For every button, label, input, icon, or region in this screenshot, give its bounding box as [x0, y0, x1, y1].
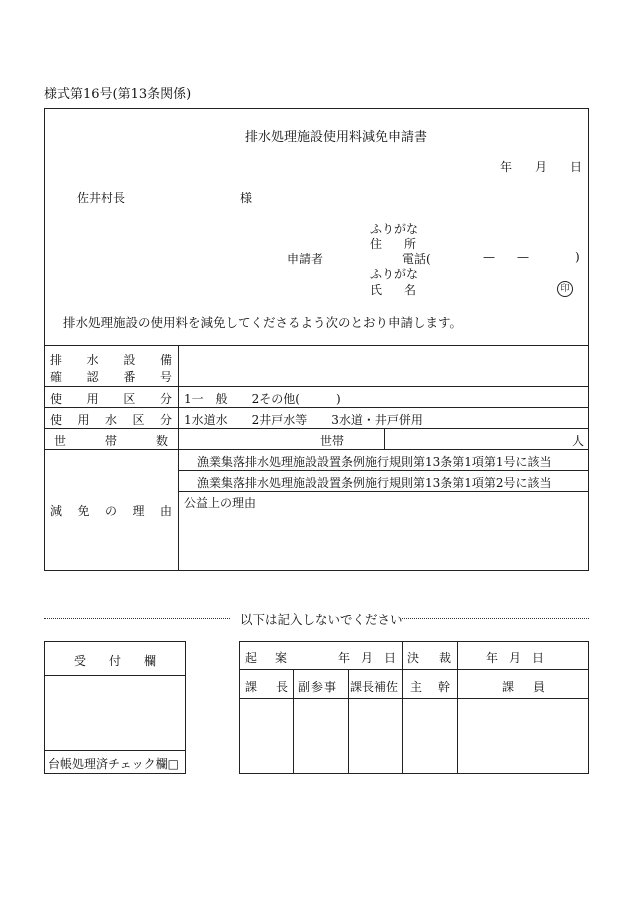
staff-char: 課 — [502, 680, 515, 694]
water-category-char: 使 — [50, 413, 63, 427]
water-category-char: 水 — [104, 413, 117, 427]
assistant-header: 課長補佐 — [350, 680, 399, 694]
household-count-field[interactable] — [180, 430, 310, 448]
household-char: 帯 — [104, 434, 117, 448]
use-category-char: 分 — [159, 392, 172, 406]
reception-title — [74, 652, 156, 669]
deputy-stamp-cell[interactable] — [295, 700, 347, 772]
confirm-char: 番 — [123, 370, 136, 384]
decision-date-year: 年 — [486, 651, 499, 665]
confirm-char: 設 — [123, 353, 136, 367]
decision-date-month: 月 — [508, 651, 521, 665]
reception-divider-2 — [44, 750, 186, 751]
label-column-divider — [178, 345, 179, 571]
deputy-header: 副参事 — [298, 680, 338, 694]
furigana-label-address: ふりがな — [370, 222, 419, 236]
water-category-value[interactable]: 1水道水 2井戸水等 3水道・井戸併用 — [184, 413, 423, 427]
chief-char: 長 — [275, 680, 288, 694]
row-divider-1 — [44, 386, 589, 387]
reason-char: の — [104, 504, 117, 518]
reception-stamp-area[interactable] — [46, 677, 184, 749]
reason-option-2[interactable]: 漁業集落排水処理施設設置条例施行規則第13条第1項第2号に該当 — [197, 476, 552, 490]
confirm-char: 号 — [159, 370, 172, 384]
date-month-label: 月 — [534, 160, 547, 174]
draft-label — [245, 649, 287, 666]
confirm-label-line-1 — [50, 351, 172, 368]
household-people-field[interactable] — [386, 430, 566, 448]
use-category-label — [50, 390, 172, 407]
confirm-label-line-2 — [50, 368, 172, 385]
reason-char: 減 — [50, 504, 63, 518]
approval-vline-2 — [348, 669, 349, 774]
reason-option-1[interactable]: 漁業集落排水処理施設設置条例施行規則第13条第1項第1号に該当 — [197, 455, 552, 469]
household-label — [50, 432, 172, 449]
assistant-stamp-cell[interactable] — [350, 700, 401, 772]
manager-header — [410, 678, 450, 695]
reception-char: 受 — [74, 654, 87, 668]
applicant-label: 申請者 — [287, 252, 324, 266]
approval-vline-top-2 — [457, 641, 458, 669]
approval-vline-1 — [293, 669, 294, 774]
row-divider-2 — [44, 407, 589, 408]
use-category-value[interactable]: 1一 般 2その他( ) — [184, 392, 341, 406]
staff-char: 員 — [532, 680, 545, 694]
phone-close: ) — [575, 250, 580, 264]
phone-dash-1: — — [483, 250, 495, 264]
reason-divider-1 — [178, 470, 589, 471]
confirm-char: 備 — [159, 353, 172, 367]
draft-char: 案 — [274, 651, 287, 665]
household-divider — [384, 428, 385, 449]
confirm-char: 排 — [50, 353, 63, 367]
household-people-unit: 人 — [572, 434, 585, 448]
row-divider-3 — [44, 428, 589, 429]
ledger-check-label[interactable]: 台帳処理済チェック欄□ — [48, 757, 179, 771]
date-year-label: 年 — [500, 160, 513, 174]
phone-dash-2: — — [517, 250, 529, 264]
household-char: 数 — [155, 434, 168, 448]
approval-divider-1 — [239, 669, 589, 670]
reason-char: 由 — [159, 504, 172, 518]
manager-char: 主 — [410, 680, 423, 694]
water-category-label — [50, 411, 172, 428]
decision-label — [407, 649, 451, 666]
date-line — [500, 158, 582, 175]
address-label-char-2: 所 — [403, 237, 416, 251]
confirm-char: 認 — [86, 370, 99, 384]
reception-char: 付 — [108, 654, 121, 668]
confirm-char: 水 — [86, 353, 99, 367]
water-category-char: 分 — [159, 413, 172, 427]
draft-date-year: 年 — [338, 651, 351, 665]
decision-date — [486, 649, 544, 666]
draft-date-day: 日 — [383, 651, 396, 665]
addressee-name: 佐井村長 — [77, 191, 126, 205]
chief-stamp-cell[interactable] — [241, 700, 292, 772]
dotted-line-left — [44, 618, 230, 619]
use-category-char: 区 — [123, 392, 136, 406]
chief-char: 課 — [245, 680, 258, 694]
confirm-number-field[interactable] — [180, 347, 587, 385]
name-label-char-2: 名 — [403, 283, 416, 297]
draft-date-month: 月 — [360, 651, 373, 665]
name-label — [370, 281, 416, 298]
manager-stamp-cell[interactable] — [404, 700, 456, 772]
approval-vline-4 — [457, 669, 458, 774]
addressee-suffix: 様 — [240, 191, 253, 205]
approval-vline-3 — [402, 669, 403, 774]
furigana-label-name: ふりがな — [370, 267, 419, 281]
seal-mark-icon: 印 — [557, 281, 573, 297]
reason-divider-2 — [178, 491, 589, 492]
draft-date — [338, 649, 396, 666]
table-top-line — [44, 345, 589, 346]
staff-stamp-cell[interactable] — [459, 700, 587, 772]
form-title: 排水処理施設使用料減免申請書 — [245, 130, 428, 145]
staff-header — [502, 678, 545, 695]
reception-divider-1 — [44, 675, 186, 676]
confirm-char: 確 — [50, 370, 63, 384]
request-text: 排水処理施設の使用料を減免してくださるよう次のとおり申請します。 — [63, 315, 463, 330]
water-category-char: 用 — [77, 413, 90, 427]
reason-option-3[interactable]: 公益上の理由 — [184, 496, 257, 510]
row-divider-4 — [44, 449, 589, 450]
water-category-char: 区 — [132, 413, 145, 427]
address-label-char-1: 住 — [370, 237, 383, 251]
phone-label: 電話( — [402, 252, 431, 266]
approval-vline-top — [402, 641, 403, 669]
decision-char: 決 — [407, 651, 420, 665]
name-label-char-1: 氏 — [370, 283, 383, 297]
use-category-char: 用 — [86, 392, 99, 406]
decision-char: 裁 — [438, 651, 451, 665]
household-char: 世 — [54, 434, 67, 448]
use-category-char: 使 — [50, 392, 63, 406]
manager-char: 幹 — [437, 680, 450, 694]
reason-char: 免 — [77, 504, 90, 518]
household-unit: 世帯 — [320, 434, 345, 448]
decision-date-day: 日 — [531, 651, 544, 665]
dotted-line-right — [402, 618, 589, 619]
approval-divider-2 — [239, 698, 589, 699]
office-use-note: 以下は記入しないでください — [240, 612, 403, 627]
chief-header — [245, 678, 288, 695]
reception-char: 欄 — [143, 654, 156, 668]
form-number: 様式第16号(第13条関係) — [44, 87, 192, 102]
reason-char: 理 — [132, 504, 145, 518]
draft-char: 起 — [245, 651, 258, 665]
reason-label — [50, 502, 172, 519]
date-day-label: 日 — [569, 160, 582, 174]
